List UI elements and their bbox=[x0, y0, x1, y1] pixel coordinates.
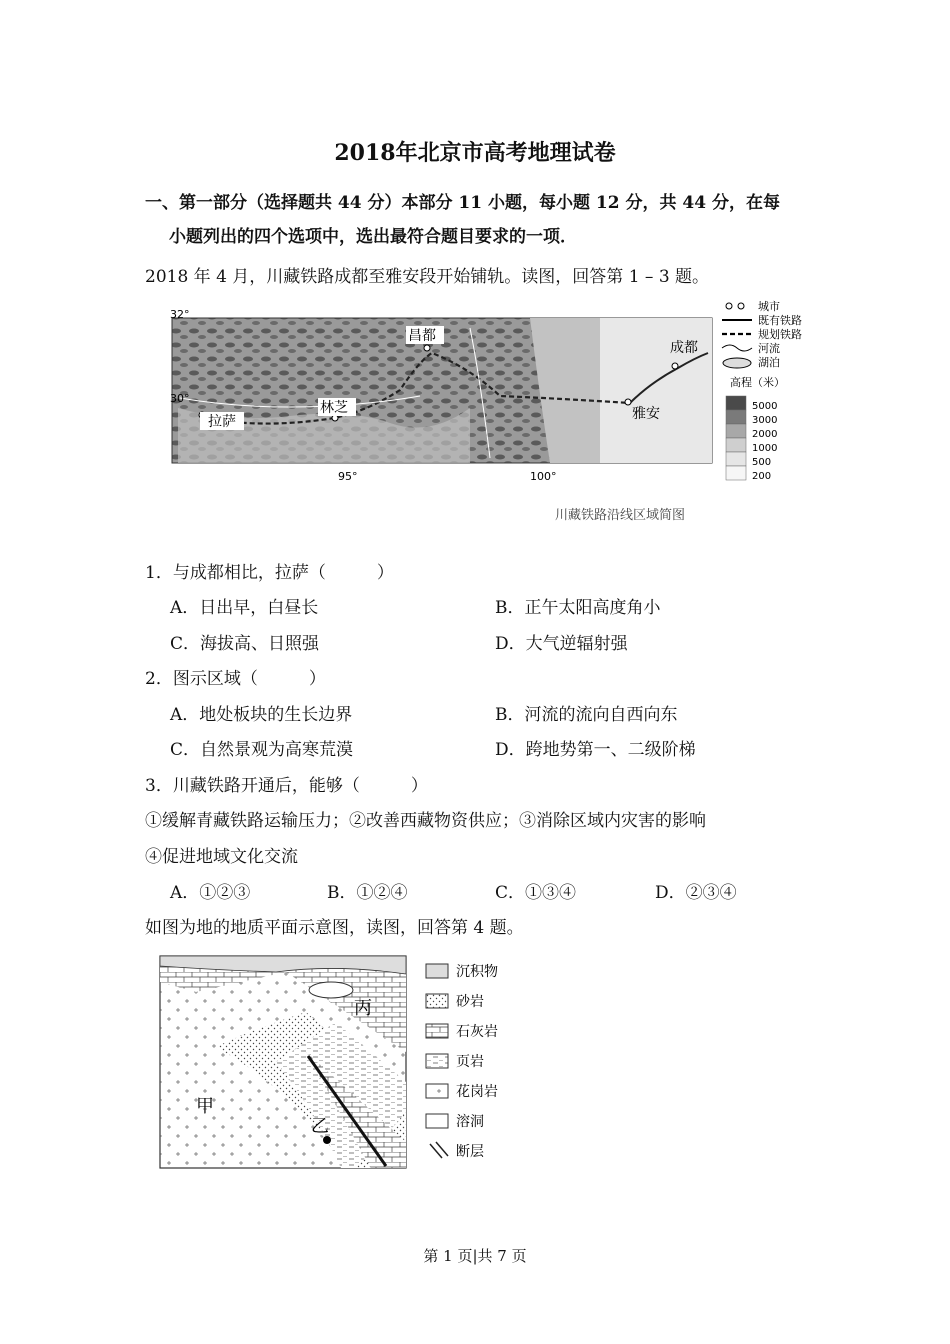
lon-label-95: 95° bbox=[338, 470, 358, 483]
legend-river: 河流 bbox=[758, 342, 780, 355]
legend-sediment: 沉积物 bbox=[456, 964, 498, 980]
legend-elevation-title: 高程（米） bbox=[730, 376, 785, 389]
legend-lake: 湖泊 bbox=[758, 356, 780, 369]
legend-city: 城市 bbox=[758, 300, 780, 313]
q3-option-d[interactable]: D．②③④ bbox=[655, 883, 737, 903]
city-label-yaan: 雅安 bbox=[632, 406, 660, 422]
section-heading-line2: 小题列出的四个选项中，选出最符合题目要求的一项． bbox=[169, 227, 577, 247]
elevation-swatch bbox=[726, 466, 746, 480]
city-label-qamdo: 昌都 bbox=[408, 328, 436, 344]
q1-option-a[interactable]: A．日出早，白昼长 bbox=[170, 598, 319, 618]
q1-option-c[interactable]: C．海拔高、日照强 bbox=[170, 634, 320, 654]
elevation-level-label: 3000 bbox=[752, 415, 778, 426]
q2-option-a[interactable]: A．地处板块的生长边界 bbox=[170, 705, 353, 725]
city-marker bbox=[424, 345, 430, 351]
q2-stem: 2．图示区域（ ） bbox=[145, 669, 326, 689]
elevation-level-label: 2000 bbox=[752, 429, 778, 440]
legend-existing-railway: 既有铁路 bbox=[758, 314, 802, 327]
q2-option-c[interactable]: C．自然景观为高寒荒漠 bbox=[170, 740, 354, 760]
elevation-level-label: 5000 bbox=[752, 401, 778, 412]
q2-option-b[interactable]: B．河流的流向自西向东 bbox=[495, 705, 678, 725]
q2-option-d[interactable]: D．跨地势第一、二级阶梯 bbox=[495, 740, 696, 760]
elevation-level-label: 1000 bbox=[752, 443, 778, 454]
section-heading bbox=[145, 186, 815, 254]
legend-fault: 断层 bbox=[456, 1144, 484, 1160]
elevation-swatch bbox=[726, 438, 746, 452]
legend-cave: 溶洞 bbox=[456, 1114, 484, 1130]
elevation-level-label: 500 bbox=[752, 457, 772, 468]
page-footer: 第 1 页|共 7 页 bbox=[423, 1247, 527, 1265]
map-caption: 川藏铁路沿线区域简图 bbox=[554, 508, 685, 523]
geological-section-diagram bbox=[156, 952, 526, 1174]
elevation-swatch bbox=[726, 452, 746, 466]
elevation-swatch bbox=[726, 424, 746, 438]
q3-option-a[interactable]: A．①②③ bbox=[170, 883, 251, 903]
intro-q4: 如图为地的地质平面示意图，读图，回答第 4 题。 bbox=[145, 918, 524, 938]
section-heading-line1: 一、第一部分（选择题共 44 分）本部分 11 小题，每小题 12 分，共 44 分，在每 bbox=[145, 193, 780, 213]
paper-title: 2018年北京市高考地理试卷 bbox=[334, 140, 616, 166]
elevation-swatch bbox=[726, 396, 746, 410]
q1-option-b[interactable]: B．正午太阳高度角小 bbox=[495, 598, 661, 618]
geo-legend bbox=[426, 963, 498, 1160]
label-jia: 甲 bbox=[196, 1096, 214, 1117]
q3-option-b[interactable]: B．①②④ bbox=[327, 883, 408, 903]
legend-planned-railway: 规划铁路 bbox=[758, 328, 802, 341]
q1-option-d[interactable]: D．大气逆辐射强 bbox=[495, 634, 628, 654]
q3-stem: 3．川藏铁路开通后，能够（ ） bbox=[145, 776, 428, 796]
legend-limestone: 石灰岩 bbox=[456, 1024, 498, 1040]
legend-shale: 页岩 bbox=[456, 1054, 484, 1070]
map-legend bbox=[722, 300, 802, 482]
legend-sandstone: 砂岩 bbox=[456, 994, 484, 1010]
q3-statement-line2: ④促进地域文化交流 bbox=[145, 847, 298, 867]
elevation-level-label: 200 bbox=[752, 471, 772, 482]
city-marker bbox=[672, 363, 678, 369]
q3-statement-line1: ①缓解青藏铁路运输压力；②改善西藏物资供应；③消除区域内灾害的影响 bbox=[145, 811, 706, 831]
lat-label-30: 30° bbox=[170, 392, 190, 405]
legend-granite: 花岗岩 bbox=[456, 1084, 498, 1100]
lon-label-100: 100° bbox=[530, 470, 557, 483]
sichuan-tibet-railway-map bbox=[170, 298, 814, 488]
q3-option-c[interactable]: C．①③④ bbox=[495, 883, 577, 903]
lat-label-32: 32° bbox=[170, 308, 190, 321]
karst-cave bbox=[309, 982, 353, 998]
elevation-swatch bbox=[726, 410, 746, 424]
city-label-lhasa: 拉萨 bbox=[208, 414, 236, 430]
point-yi-marker bbox=[323, 1136, 331, 1144]
intro-q1-3: 2018 年 4 月，川藏铁路成都至雅安段开始铺轨。读图，回答第 1 – 3 题。 bbox=[145, 267, 710, 287]
label-yi: 乙 bbox=[311, 1116, 329, 1137]
city-marker bbox=[625, 399, 631, 405]
city-label-chengdu: 成都 bbox=[670, 340, 698, 356]
city-label-nyingchi: 林芝 bbox=[320, 400, 348, 416]
label-bing: 丙 bbox=[354, 998, 372, 1019]
q1-stem: 1．与成都相比，拉萨（ ） bbox=[145, 563, 394, 583]
